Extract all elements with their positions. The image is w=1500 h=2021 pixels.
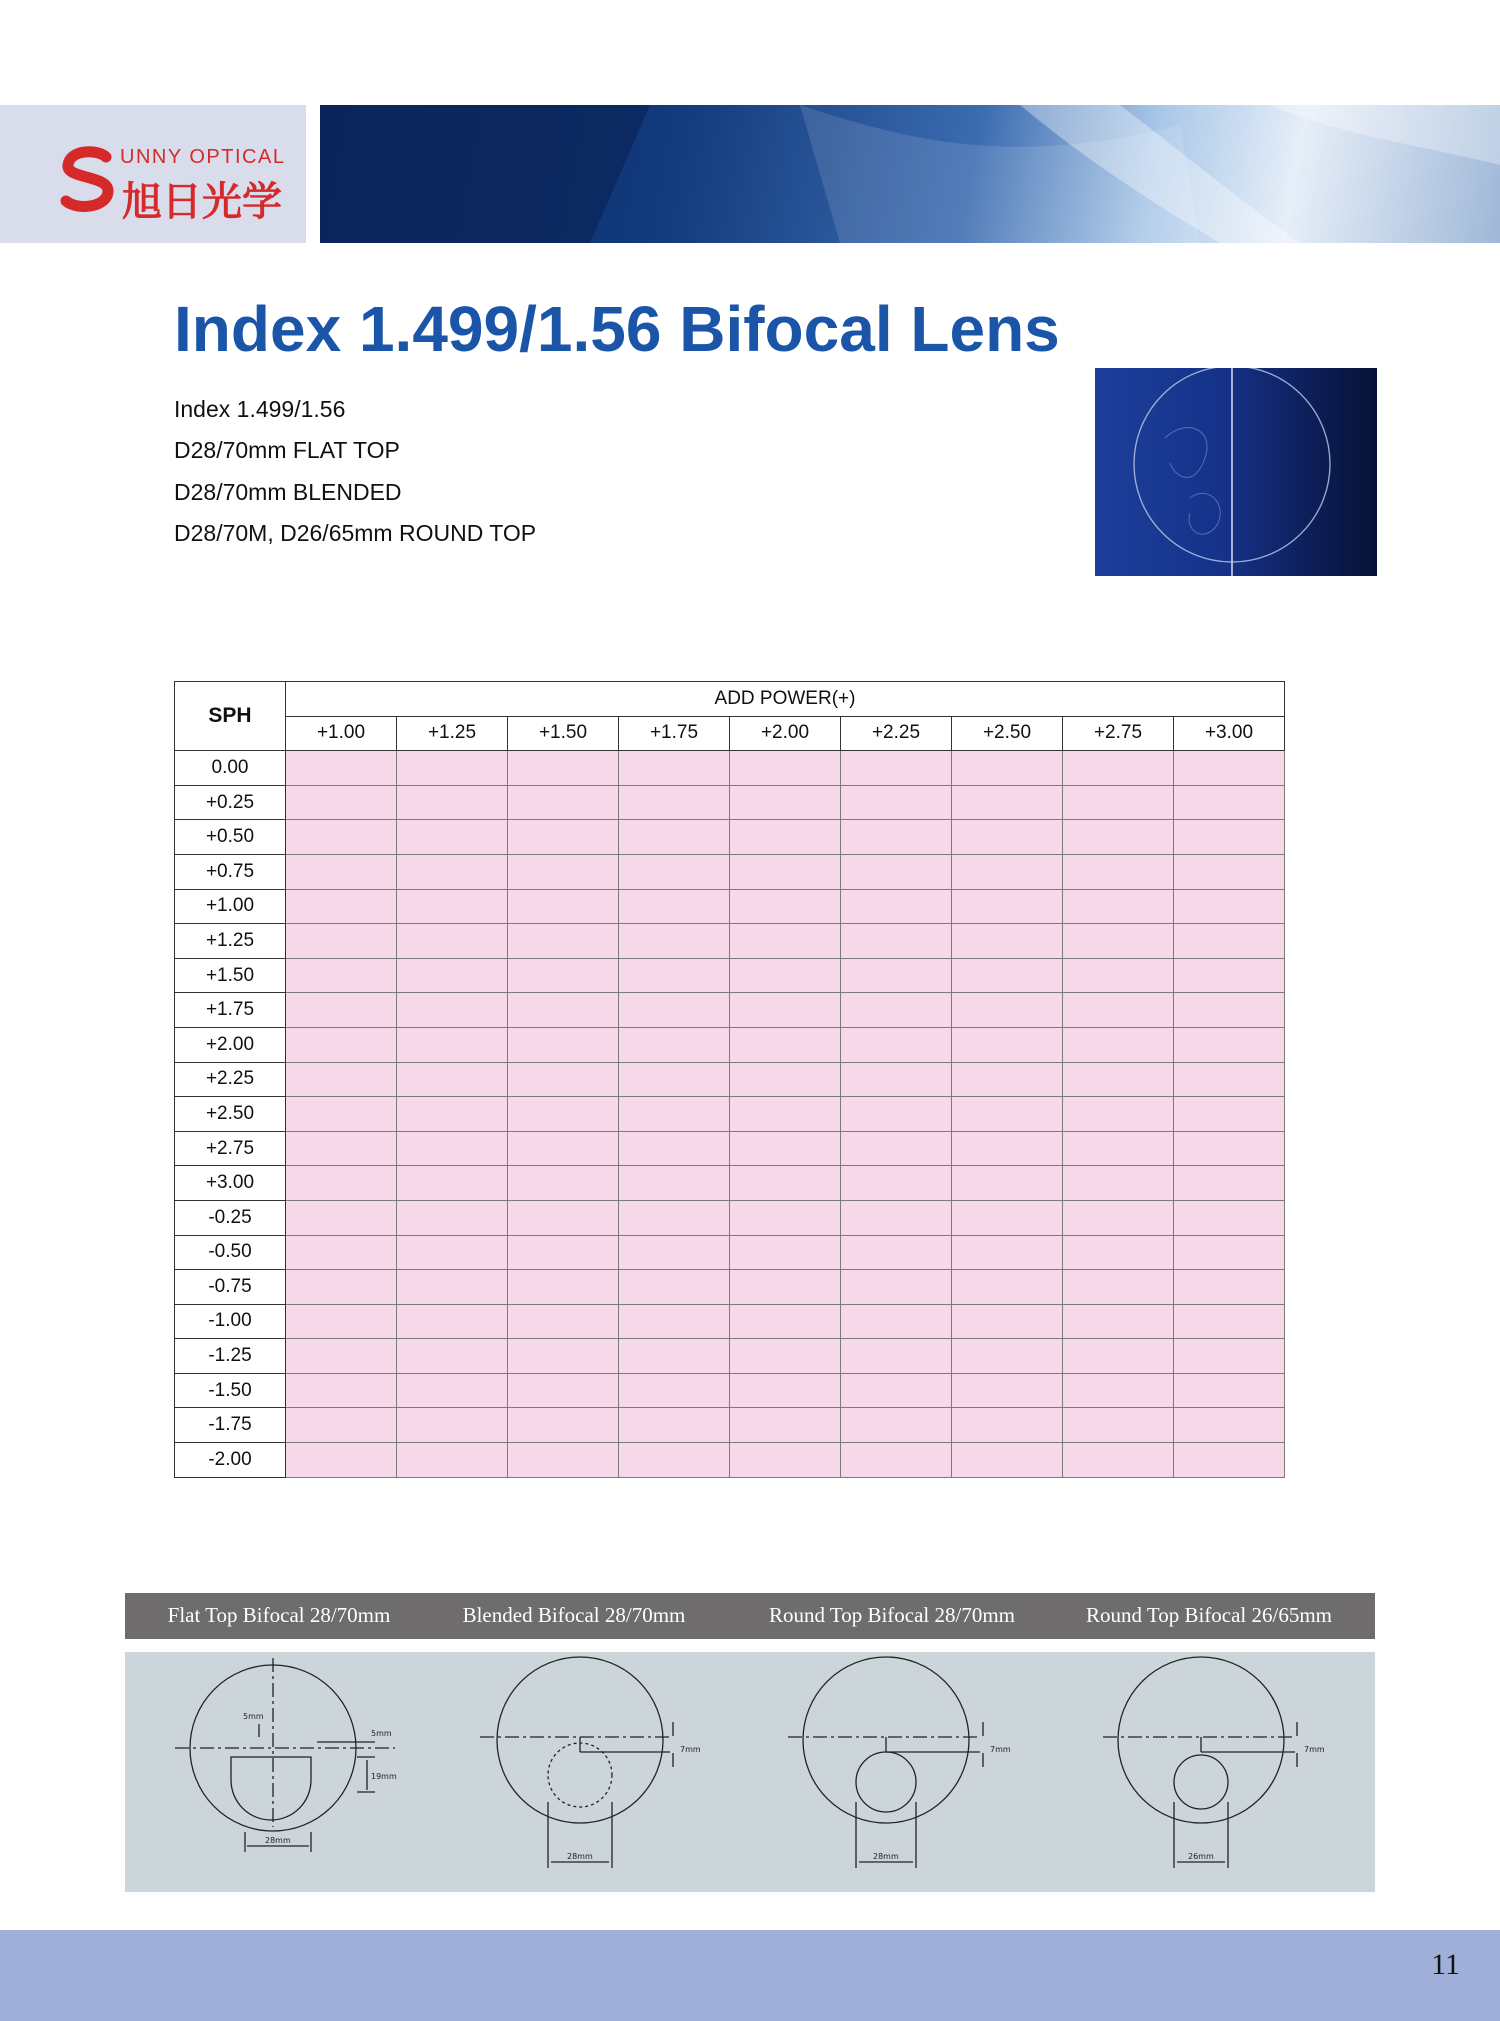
caption-blended: Blended Bifocal 28/70mm: [462, 1603, 686, 1627]
availability-cell: [619, 1131, 730, 1166]
sph-value: -1.25: [175, 1339, 286, 1374]
table-row: [175, 854, 1285, 889]
add-power-col-header: +2.00: [730, 716, 841, 751]
availability-cell: [952, 1027, 1063, 1062]
availability-cell: [286, 924, 397, 959]
availability-cell: [397, 854, 508, 889]
availability-cell: [619, 924, 730, 959]
availability-cell: [397, 751, 508, 786]
availability-cell: [1063, 993, 1174, 1028]
availability-cell: [730, 1373, 841, 1408]
availability-cell: [1063, 1027, 1174, 1062]
availability-cell: [397, 1270, 508, 1305]
sph-value: +2.25: [175, 1062, 286, 1097]
availability-cell: [508, 1097, 619, 1132]
availability-cell: [508, 1304, 619, 1339]
availability-cell: [841, 1131, 952, 1166]
availability-cell: [397, 924, 508, 959]
availability-cell: [1174, 820, 1285, 855]
add-power-col-header: +2.75: [1063, 716, 1174, 751]
table-row: [175, 924, 1285, 959]
add-power-col-header: +2.50: [952, 716, 1063, 751]
availability-cell: [397, 1304, 508, 1339]
availability-cell: [952, 820, 1063, 855]
availability-cell: [619, 1373, 730, 1408]
add-power-col-header: +1.75: [619, 716, 730, 751]
availability-cell: [1063, 1373, 1174, 1408]
availability-cell: [1174, 924, 1285, 959]
availability-cell: [508, 1270, 619, 1305]
availability-cell: [619, 1304, 730, 1339]
availability-cell: [286, 1097, 397, 1132]
availability-cell: [619, 751, 730, 786]
availability-cell: [952, 751, 1063, 786]
header-banner: [320, 105, 1500, 243]
availability-cell: [286, 1235, 397, 1270]
table-row: [175, 889, 1285, 924]
availability-cell: [841, 1200, 952, 1235]
flat-top-dim-2: 5mm: [371, 1729, 392, 1738]
availability-cell: [619, 1062, 730, 1097]
availability-cell: [841, 1166, 952, 1201]
availability-cell: [397, 1373, 508, 1408]
sunny-logo-icon: [58, 145, 118, 213]
availability-cell: [1174, 1270, 1285, 1305]
availability-cell: [1174, 1131, 1285, 1166]
availability-cell: [286, 958, 397, 993]
sph-value: +2.75: [175, 1131, 286, 1166]
availability-cell: [1174, 993, 1285, 1028]
availability-cell: [841, 785, 952, 820]
table-row: [175, 1304, 1285, 1339]
table-row: [175, 1131, 1285, 1166]
availability-cell: [841, 751, 952, 786]
availability-cell: [952, 1443, 1063, 1478]
availability-cell: [1063, 751, 1174, 786]
availability-cell: [730, 889, 841, 924]
availability-cell: [619, 993, 730, 1028]
availability-cell: [397, 1097, 508, 1132]
availability-cell: [1063, 958, 1174, 993]
availability-cell: [619, 1166, 730, 1201]
availability-cell: [730, 1339, 841, 1374]
availability-cell: [286, 1062, 397, 1097]
availability-cell: [730, 924, 841, 959]
availability-cell: [286, 993, 397, 1028]
availability-cell: [730, 751, 841, 786]
availability-cell: [1063, 1131, 1174, 1166]
availability-cell: [1063, 1270, 1174, 1305]
availability-cell: [1174, 958, 1285, 993]
availability-cell: [619, 1027, 730, 1062]
sph-value: +1.25: [175, 924, 286, 959]
flat-top-dim-1: 5mm: [243, 1712, 264, 1721]
availability-cell: [619, 854, 730, 889]
sph-column-header: SPH: [175, 682, 286, 751]
availability-cell: [730, 820, 841, 855]
sph-value: -0.75: [175, 1270, 286, 1305]
availability-cell: [286, 889, 397, 924]
table-row: [175, 1235, 1285, 1270]
availability-cell: [841, 1235, 952, 1270]
availability-cell: [397, 1131, 508, 1166]
availability-cell: [508, 993, 619, 1028]
availability-cell: [952, 785, 1063, 820]
availability-cell: [841, 1443, 952, 1478]
sph-value: -0.25: [175, 1200, 286, 1235]
availability-cell: [841, 1097, 952, 1132]
table-row: [175, 1097, 1285, 1132]
round-26-dim-2: 26mm: [1188, 1852, 1214, 1861]
flat-top-diagram: [175, 1658, 395, 1852]
availability-cell: [508, 1062, 619, 1097]
footer-bar: [0, 1930, 1500, 2021]
availability-cell: [1174, 854, 1285, 889]
availability-cell: [1174, 1200, 1285, 1235]
availability-cell: [841, 958, 952, 993]
availability-cell: [508, 1373, 619, 1408]
availability-cell: [619, 958, 730, 993]
sph-value: +0.50: [175, 820, 286, 855]
availability-cell: [619, 1339, 730, 1374]
spec-line: D28/70mm BLENDED: [174, 479, 402, 505]
availability-cell: [508, 1027, 619, 1062]
availability-cell: [730, 1097, 841, 1132]
availability-cell: [730, 1027, 841, 1062]
round-26-dim-1: 7mm: [1304, 1745, 1325, 1754]
diagram-panel: [125, 1652, 1375, 1892]
availability-cell: [1063, 1304, 1174, 1339]
availability-table: [174, 681, 1285, 1478]
availability-cell: [952, 1270, 1063, 1305]
table-body: [175, 751, 1285, 1477]
availability-cell: [1063, 820, 1174, 855]
table-row: [175, 1443, 1285, 1478]
availability-cell: [1063, 924, 1174, 959]
spec-line: D28/70mm FLAT TOP: [174, 437, 400, 463]
availability-cell: [286, 751, 397, 786]
availability-cell: [730, 1443, 841, 1478]
availability-cell: [1174, 1166, 1285, 1201]
availability-cell: [1063, 1443, 1174, 1478]
sph-value: -1.75: [175, 1408, 286, 1443]
availability-cell: [1174, 1062, 1285, 1097]
availability-cell: [952, 1097, 1063, 1132]
table-row: [175, 1166, 1285, 1201]
availability-cell: [1174, 1443, 1285, 1478]
availability-cell: [397, 1408, 508, 1443]
availability-cell: [952, 993, 1063, 1028]
availability-cell: [397, 1235, 508, 1270]
availability-cell: [1174, 751, 1285, 786]
caption-round-top-26: Round Top Bifocal 26/65mm: [1085, 1603, 1333, 1627]
availability-cell: [1174, 889, 1285, 924]
sph-value: -1.00: [175, 1304, 286, 1339]
availability-cell: [286, 1339, 397, 1374]
availability-cell: [397, 993, 508, 1028]
availability-cell: [508, 820, 619, 855]
caption-flat-top: Flat Top Bifocal 28/70mm: [167, 1603, 391, 1627]
availability-cell: [397, 1339, 508, 1374]
availability-cell: [619, 889, 730, 924]
availability-cell: [619, 820, 730, 855]
availability-cell: [952, 1062, 1063, 1097]
add-power-col-header: +1.25: [397, 716, 508, 751]
availability-cell: [952, 958, 1063, 993]
availability-cell: [952, 1373, 1063, 1408]
flat-top-dim-3: 19mm: [371, 1772, 397, 1781]
availability-cell: [397, 1062, 508, 1097]
availability-cell: [841, 1408, 952, 1443]
availability-cell: [730, 1270, 841, 1305]
availability-cell: [397, 1166, 508, 1201]
brand-name-en: UNNY OPTICAL: [120, 146, 286, 168]
availability-cell: [1174, 785, 1285, 820]
spec-line: Index 1.499/1.56: [174, 396, 346, 422]
availability-cell: [730, 1235, 841, 1270]
sph-value: -1.50: [175, 1373, 286, 1408]
blended-dim-2: 28mm: [567, 1852, 593, 1861]
availability-cell: [508, 958, 619, 993]
availability-cell: [1063, 1408, 1174, 1443]
availability-cell: [286, 1166, 397, 1201]
sph-value: +2.00: [175, 1027, 286, 1062]
table-row: [175, 993, 1285, 1028]
availability-cell: [397, 889, 508, 924]
availability-cell: [841, 993, 952, 1028]
availability-cell: [952, 924, 1063, 959]
availability-cell: [1174, 1304, 1285, 1339]
availability-cell: [841, 889, 952, 924]
sph-value: +1.00: [175, 889, 286, 924]
availability-cell: [1063, 1339, 1174, 1374]
table-row: [175, 1408, 1285, 1443]
availability-cell: [286, 854, 397, 889]
availability-cell: [730, 1062, 841, 1097]
caption-round-top-28: Round Top Bifocal 28/70mm: [768, 1603, 1016, 1627]
availability-cell: [952, 1166, 1063, 1201]
availability-cell: [1063, 1200, 1174, 1235]
availability-cell: [841, 854, 952, 889]
availability-cell: [508, 1443, 619, 1478]
availability-cell: [508, 854, 619, 889]
sph-value: +1.50: [175, 958, 286, 993]
round-top-26-diagram: [1103, 1657, 1297, 1868]
availability-cell: [397, 1200, 508, 1235]
page-number: 11: [1431, 1948, 1460, 1981]
availability-cell: [730, 1304, 841, 1339]
availability-cell: [730, 785, 841, 820]
table-row: [175, 1270, 1285, 1305]
availability-cell: [286, 1200, 397, 1235]
availability-cell: [397, 785, 508, 820]
availability-cell: [286, 1443, 397, 1478]
availability-cell: [1174, 1373, 1285, 1408]
sph-value: -0.50: [175, 1235, 286, 1270]
bifocal-lens-photo: [1095, 368, 1377, 576]
spec-line: D28/70M, D26/65mm ROUND TOP: [174, 520, 537, 546]
availability-cell: [286, 1304, 397, 1339]
flat-top-dim-4: 28mm: [265, 1836, 291, 1845]
table-row: [175, 820, 1285, 855]
availability-cell: [1174, 1339, 1285, 1374]
add-power-col-header: +3.00: [1174, 716, 1285, 751]
availability-cell: [952, 1131, 1063, 1166]
sph-value: +3.00: [175, 1166, 286, 1201]
availability-cell: [1174, 1027, 1285, 1062]
availability-cell: [619, 1200, 730, 1235]
availability-cell: [1063, 1062, 1174, 1097]
availability-cell: [952, 1304, 1063, 1339]
availability-cell: [397, 820, 508, 855]
availability-cell: [508, 889, 619, 924]
availability-cell: [508, 1166, 619, 1201]
availability-cell: [841, 1304, 952, 1339]
add-power-col-header: +2.25: [841, 716, 952, 751]
availability-cell: [508, 751, 619, 786]
availability-cell: [841, 1339, 952, 1374]
availability-cell: [286, 1408, 397, 1443]
availability-cell: [952, 1200, 1063, 1235]
sph-value: +1.75: [175, 993, 286, 1028]
round-28-dim-2: 28mm: [873, 1852, 899, 1861]
availability-cell: [286, 1131, 397, 1166]
availability-cell: [619, 1270, 730, 1305]
availability-cell: [841, 1373, 952, 1408]
availability-cell: [730, 854, 841, 889]
availability-cell: [1174, 1235, 1285, 1270]
blended-diagram: [480, 1657, 673, 1868]
availability-cell: [397, 958, 508, 993]
availability-cell: [508, 1235, 619, 1270]
availability-cell: [730, 993, 841, 1028]
table-row: [175, 1062, 1285, 1097]
availability-cell: [952, 889, 1063, 924]
availability-cell: [952, 1408, 1063, 1443]
availability-cell: [841, 1062, 952, 1097]
table-row: [175, 958, 1285, 993]
sph-value: +0.25: [175, 785, 286, 820]
availability-cell: [286, 785, 397, 820]
availability-cell: [619, 1443, 730, 1478]
availability-cell: [952, 854, 1063, 889]
table-row: [175, 1373, 1285, 1408]
availability-cell: [841, 924, 952, 959]
page-title: Index 1.499/1.56 Bifocal Lens: [174, 293, 1060, 365]
availability-cell: [730, 1131, 841, 1166]
availability-cell: [1063, 1166, 1174, 1201]
availability-cell: [841, 1027, 952, 1062]
sph-value: 0.00: [175, 751, 286, 786]
add-power-col-header: +1.50: [508, 716, 619, 751]
availability-cell: [1174, 1408, 1285, 1443]
round-28-dim-1: 7mm: [990, 1745, 1011, 1754]
availability-cell: [730, 1408, 841, 1443]
availability-cell: [397, 1443, 508, 1478]
add-power-col-header: +1.00: [286, 716, 397, 751]
availability-cell: [1063, 1235, 1174, 1270]
sph-value: -2.00: [175, 1443, 286, 1478]
blended-dim-1: 7mm: [680, 1745, 701, 1754]
availability-cell: [841, 1270, 952, 1305]
availability-cell: [1063, 889, 1174, 924]
availability-cell: [286, 820, 397, 855]
round-top-28-diagram: [788, 1657, 983, 1868]
availability-cell: [508, 924, 619, 959]
availability-cell: [286, 1373, 397, 1408]
table-row: [175, 1339, 1285, 1374]
add-power-row: [175, 716, 1285, 751]
add-power-header: ADD POWER(+): [286, 682, 1285, 717]
availability-cell: [286, 1027, 397, 1062]
availability-cell: [619, 1097, 730, 1132]
availability-cell: [508, 1339, 619, 1374]
availability-cell: [619, 785, 730, 820]
sph-value: +0.75: [175, 854, 286, 889]
availability-cell: [1063, 854, 1174, 889]
availability-cell: [952, 1235, 1063, 1270]
availability-cell: [1063, 1097, 1174, 1132]
availability-cell: [508, 1408, 619, 1443]
availability-cell: [508, 1200, 619, 1235]
sph-value: +2.50: [175, 1097, 286, 1132]
availability-cell: [397, 1027, 508, 1062]
availability-cell: [619, 1235, 730, 1270]
availability-cell: [1063, 785, 1174, 820]
availability-cell: [730, 958, 841, 993]
availability-cell: [619, 1408, 730, 1443]
table-row: [175, 785, 1285, 820]
availability-cell: [508, 785, 619, 820]
availability-cell: [508, 1131, 619, 1166]
table-row: [175, 751, 1285, 786]
availability-cell: [730, 1166, 841, 1201]
brand-name-cn: 旭日光学: [122, 179, 282, 225]
availability-cell: [841, 820, 952, 855]
availability-cell: [730, 1200, 841, 1235]
availability-cell: [286, 1270, 397, 1305]
table-row: [175, 1027, 1285, 1062]
table-row: [175, 1200, 1285, 1235]
availability-cell: [1174, 1097, 1285, 1132]
availability-cell: [952, 1339, 1063, 1374]
